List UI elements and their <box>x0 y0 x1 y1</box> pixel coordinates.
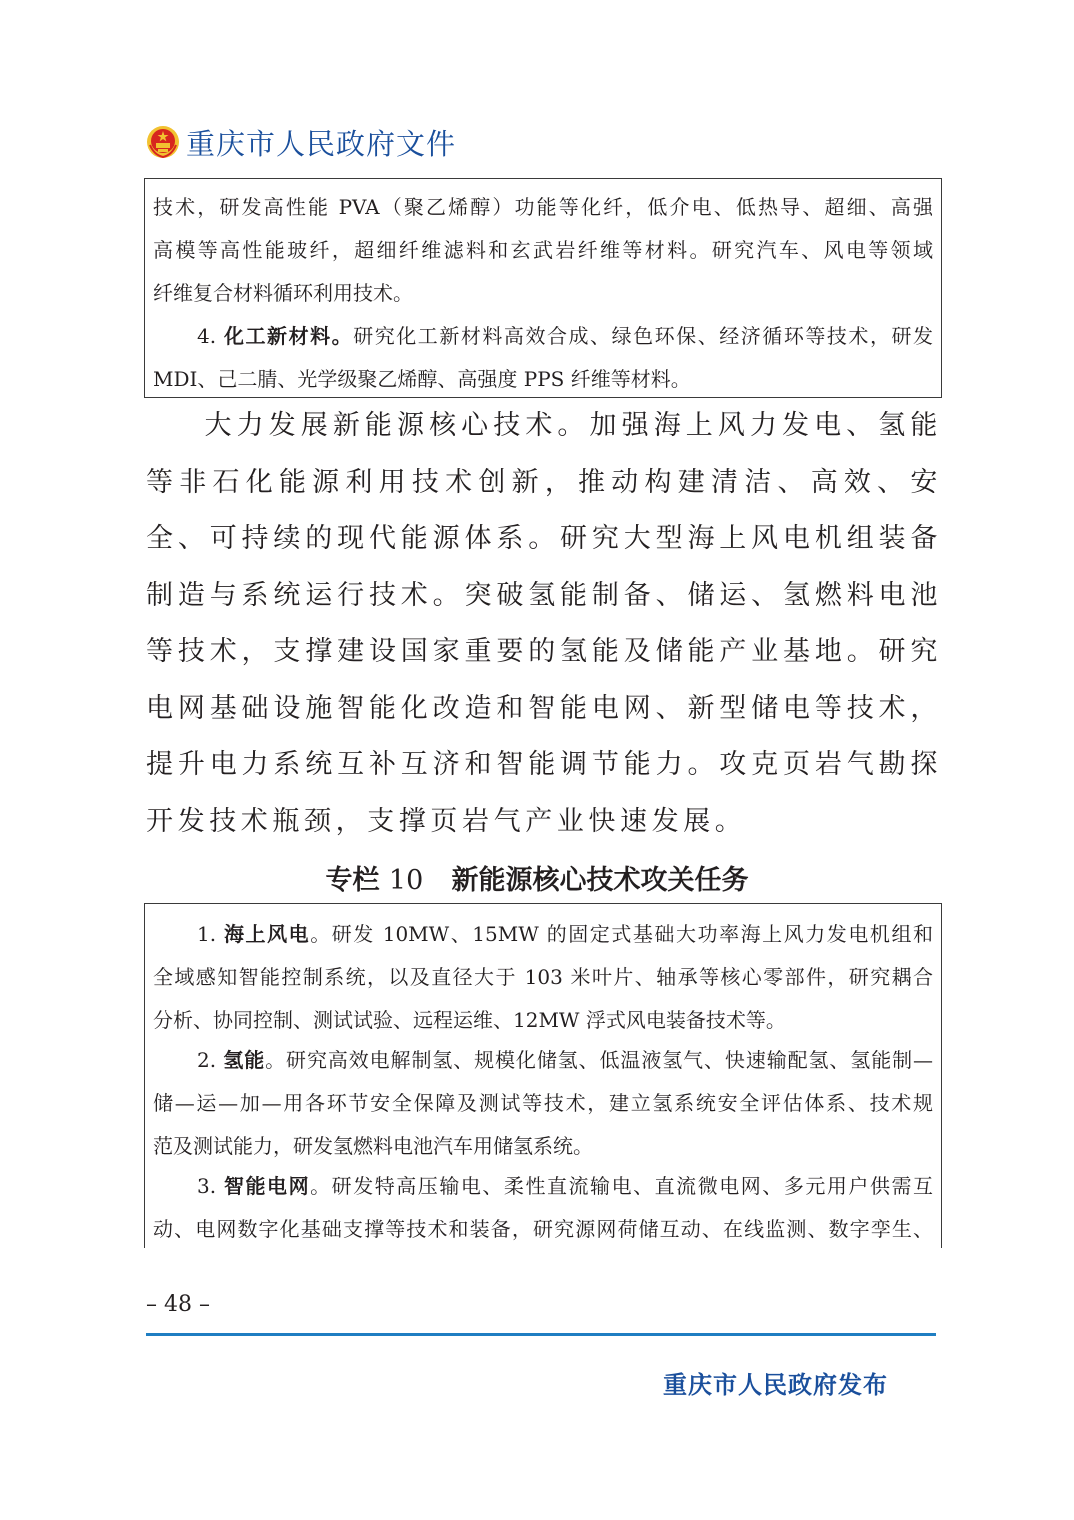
column-label: 专栏 <box>325 865 380 896</box>
column-heading: 新能源核心技术攻关任务 <box>451 865 749 896</box>
box1-line-2: 高模等高性能玻纤，超细纤维滤料和玄武岩纤维等材料。研究汽车、风电等领域 <box>153 238 933 262</box>
item2-text: 。研究高效电解制氢、规模化储氢、低温液氢气、快速输配氢、氢能制— <box>265 1048 934 1072</box>
document-header <box>146 120 456 164</box>
item1-number: 1. <box>197 922 217 946</box>
header-title: 重庆市人民政府文件 <box>186 126 457 161</box>
item3-line-1 <box>197 1164 933 1208</box>
page-number: – 48 – <box>146 1292 210 1317</box>
box1-line-1: 技术，研发高性能 PVA（聚乙烯醇）功能等化纤，低介电、低热导、超细、高强 <box>153 195 933 219</box>
item1-line-1 <box>197 912 933 956</box>
body-paragraph-text: 大力发展新能源核心技术。加强海上风力发电、氢能等非石化能源利用技术创新，推动构建清洁、高效、安全、可持续的现代能源体系。研究大型海上风电机组装备制造与系统运行技术。突破氢能制备、储运、氢燃料电池等技术，支撑建设国家重要的氢能及储能产业基地。研究电网基础设施智能化改造和智能电网、新型储电等技术，提升电力系统互补互济和智能调节能力。攻克页岩气勘探开发技术瓶颈，支撑页岩气产业快速发展。 <box>146 410 942 837</box>
item4-line-1 <box>197 314 933 358</box>
item4-number: 4. <box>197 324 217 348</box>
item2-line-2: 储—运—加—用各环节安全保障及测试等技术，建立氢系统安全评估体系、技术规 <box>153 1091 933 1115</box>
item1-line-2: 全域感知智能控制系统，以及直径大于 103 米叶片、轴承等核心零部件，研究耦合 <box>153 965 933 989</box>
item1-line-3: 分析、协同控制、测试试验、远程运维、12MW 浮式风电装备技术等。 <box>153 1008 786 1032</box>
task-list-box <box>144 903 942 1248</box>
item2-line-1 <box>197 1038 933 1082</box>
publisher-label: 重庆市人民政府发布 <box>663 1371 888 1399</box>
footer-rule <box>146 1333 936 1336</box>
item3-line-2: 动、电网数字化基础支撑等技术和装备，研究源网荷储互动、在线监测、数字孪生、 <box>153 1217 933 1241</box>
body-paragraph <box>146 398 942 850</box>
item1-title: 海上风电 <box>224 922 311 946</box>
item4-text: 研究化工新材料高效合成、绿色环保、经济循环等技术，研发 <box>353 324 934 348</box>
item3-title: 智能电网 <box>223 1174 311 1198</box>
item1-text: 。研发 10MW、15MW 的固定式基础大功率海上风力发电机组和 <box>310 922 933 946</box>
item2-line-3: 范及测试能力，研发氢燃料电池汽车用储氢系统。 <box>153 1134 593 1158</box>
item4-title: 化工新材料。 <box>223 324 354 348</box>
material-list-box <box>144 178 942 398</box>
column-title <box>0 858 1074 897</box>
item2-title: 氢能 <box>223 1048 266 1072</box>
box1-line-3: 纤维复合材料循环利用技术。 <box>153 281 413 305</box>
national-emblem-icon <box>146 125 180 159</box>
column-number: 10 <box>388 865 424 896</box>
item3-number: 3. <box>197 1174 217 1198</box>
item4-line-2: MDI、己二腈、光学级聚乙烯醇、高强度 PPS 纤维等材料。 <box>153 367 691 391</box>
item2-number: 2. <box>197 1048 217 1072</box>
item3-text: 。研发特高压输电、柔性直流输电、直流微电网、多元用户供需互 <box>310 1174 934 1198</box>
